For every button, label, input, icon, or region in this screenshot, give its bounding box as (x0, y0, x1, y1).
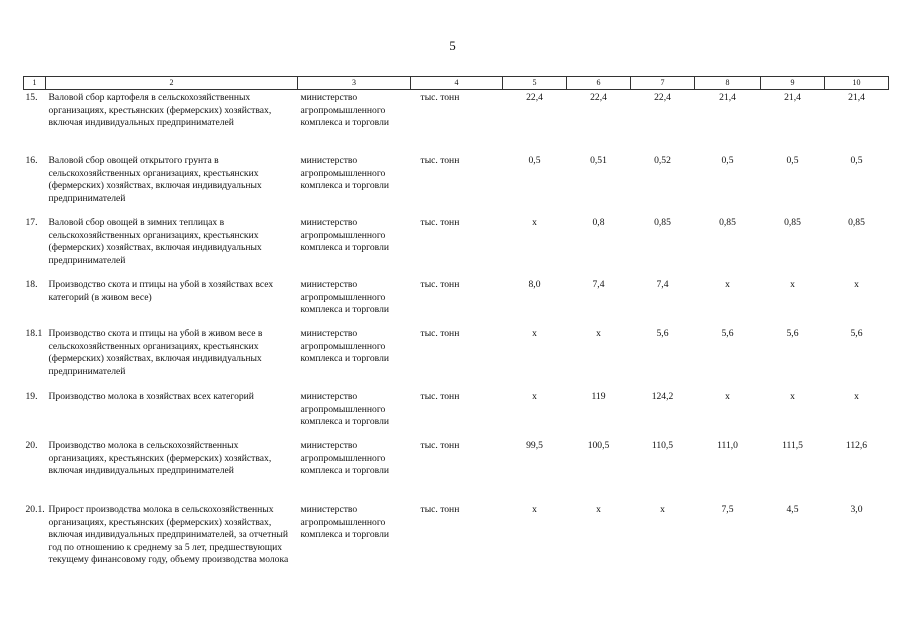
column-header: 7 (631, 77, 695, 90)
table-row (24, 326, 889, 389)
value-cell: x (532, 328, 537, 340)
value-cell: 21,4 (784, 92, 801, 104)
value-cell: x (596, 328, 601, 340)
table-row (24, 502, 889, 594)
value-cell: 3,0 (850, 504, 863, 516)
indicator-name: Производство скота и птицы на убой в хозяйствах всех категорий (в живом весе) (48, 279, 274, 303)
unit-of-measure: тыс. тонн (420, 279, 460, 291)
column-number-header-row (24, 77, 889, 90)
value-cell: 111,0 (717, 440, 738, 452)
table-row (24, 389, 889, 438)
value-cell: 119 (591, 391, 606, 403)
value-cell: 0,85 (848, 217, 865, 229)
value-cell: 5,6 (721, 328, 734, 340)
value-cell: 4,5 (786, 504, 799, 516)
row-number: 16. (25, 155, 38, 167)
value-cell: 5,6 (850, 328, 863, 340)
value-cell: 110,5 (651, 440, 674, 452)
value-cell: 124,2 (651, 391, 674, 403)
column-header: 4 (411, 77, 503, 90)
table-row (24, 90, 889, 154)
table-row (24, 277, 889, 326)
value-cell: 22,4 (590, 92, 607, 104)
unit-of-measure: тыс. тонн (420, 440, 460, 452)
value-cell: 100,5 (587, 440, 610, 452)
value-cell: x (790, 279, 795, 291)
value-cell: 0,5 (721, 155, 734, 167)
responsible-executor: министерство агропромышленного комплекса и торговли (300, 217, 390, 254)
value-cell: 5,6 (786, 328, 799, 340)
column-header: 10 (825, 77, 889, 90)
value-cell: 111,5 (782, 440, 803, 452)
responsible-executor: министерство агропромышленного комплекса и торговли (300, 391, 390, 428)
responsible-executor: министерство агропромышленного комплекса и торговли (300, 504, 390, 541)
row-number: 20. (25, 440, 38, 452)
value-cell: x (532, 217, 537, 229)
unit-of-measure: тыс. тонн (420, 217, 460, 229)
value-cell: 5,6 (656, 328, 669, 340)
responsible-executor: министерство агропромышленного комплекса и торговли (300, 328, 390, 365)
value-cell: x (532, 504, 537, 516)
table-row (24, 153, 889, 215)
unit-of-measure: тыс. тонн (420, 391, 460, 403)
value-cell: 22,4 (654, 92, 671, 104)
row-number: 18. (25, 279, 38, 291)
value-cell: x (660, 504, 665, 516)
column-header: 2 (46, 77, 298, 90)
responsible-executor: министерство агропромышленного комплекса и торговли (300, 92, 390, 129)
value-cell: 112,6 (845, 440, 868, 452)
value-cell: x (725, 279, 730, 291)
unit-of-measure: тыс. тонн (420, 328, 460, 340)
value-cell: 0,5 (528, 155, 541, 167)
value-cell: 99,5 (526, 440, 543, 452)
value-cell: 21,4 (719, 92, 736, 104)
indicator-name: Производство молока в хозяйствах всех категорий (48, 391, 254, 403)
unit-of-measure: тыс. тонн (420, 504, 460, 516)
value-cell: 0,5 (850, 155, 863, 167)
value-cell: 0,85 (719, 217, 736, 229)
row-number: 15. (25, 92, 38, 104)
indicators-table (23, 76, 889, 594)
value-cell: 8,0 (528, 279, 541, 291)
value-cell: 0,51 (590, 155, 607, 167)
value-cell: 0,5 (786, 155, 799, 167)
page-number: 5 (449, 38, 456, 53)
column-header: 3 (298, 77, 411, 90)
column-header: 5 (503, 77, 567, 90)
unit-of-measure: тыс. тонн (420, 155, 460, 167)
indicator-name: Валовой сбор овощей в зимних теплицах в сельскохозяйственных организациях, крестьянских (фермерских) хозяйствах, включая индивидуальных предпринимателей (48, 217, 262, 266)
responsible-executor: министерство агропромышленного комплекса и торговли (300, 440, 390, 477)
value-cell: 21,4 (848, 92, 865, 104)
table-row (24, 215, 889, 277)
value-cell: 7,4 (592, 279, 605, 291)
value-cell: x (790, 391, 795, 403)
value-cell: x (532, 391, 537, 403)
row-number: 17. (25, 217, 38, 229)
value-cell: x (854, 391, 859, 403)
value-cell: 0,8 (592, 217, 605, 229)
column-header: 6 (567, 77, 631, 90)
indicator-name: Валовой сбор картофеля в сельскохозяйственных организациях, крестьянских (фермерских) хозяйствах, включая индивидуальных предпринимателей (48, 92, 272, 129)
row-number: 18.1 (25, 328, 43, 340)
value-cell: 7,5 (721, 504, 734, 516)
indicator-name: Валовой сбор овощей открытого грунта в сельскохозяйственных организациях, крестьянских (фермерских) хозяйствах, включая индивидуальных предпринимателей (48, 155, 262, 204)
value-cell: 7,4 (656, 279, 669, 291)
responsible-executor: министерство агропромышленного комплекса и торговли (300, 279, 390, 316)
indicator-name: Прирост производства молока в сельскохозяйственных организациях, крестьянских (фермерских) хозяйствах, включая индивидуальных предпринимателей, за отчетный год по отношению к среднему за 5 лет, предшествующих текущему финансовому году, объему производства молока (48, 504, 289, 566)
value-cell: 22,4 (526, 92, 543, 104)
column-header: 9 (761, 77, 825, 90)
value-cell: 0,85 (654, 217, 671, 229)
column-header: 8 (695, 77, 761, 90)
indicator-name: Производство молока в сельскохозяйственных организациях, крестьянских (фермерских) хозяйствах, включая индивидуальных предпринимателей (48, 440, 272, 477)
value-cell: x (596, 504, 601, 516)
table-row (24, 438, 889, 502)
value-cell: x (854, 279, 859, 291)
responsible-executor: министерство агропромышленного комплекса и торговли (300, 155, 390, 192)
column-header: 1 (24, 77, 46, 90)
indicator-name: Производство скота и птицы на убой в живом весе в сельскохозяйственных организациях, крестьянских (фермерских) хозяйствах, включая индивидуальных предпринимателей (48, 328, 263, 377)
unit-of-measure: тыс. тонн (420, 92, 460, 104)
row-number: 19. (25, 391, 38, 403)
value-cell: x (725, 391, 730, 403)
value-cell: 0,85 (784, 217, 801, 229)
row-number: 20.1. (25, 504, 45, 516)
value-cell: 0,52 (654, 155, 671, 167)
